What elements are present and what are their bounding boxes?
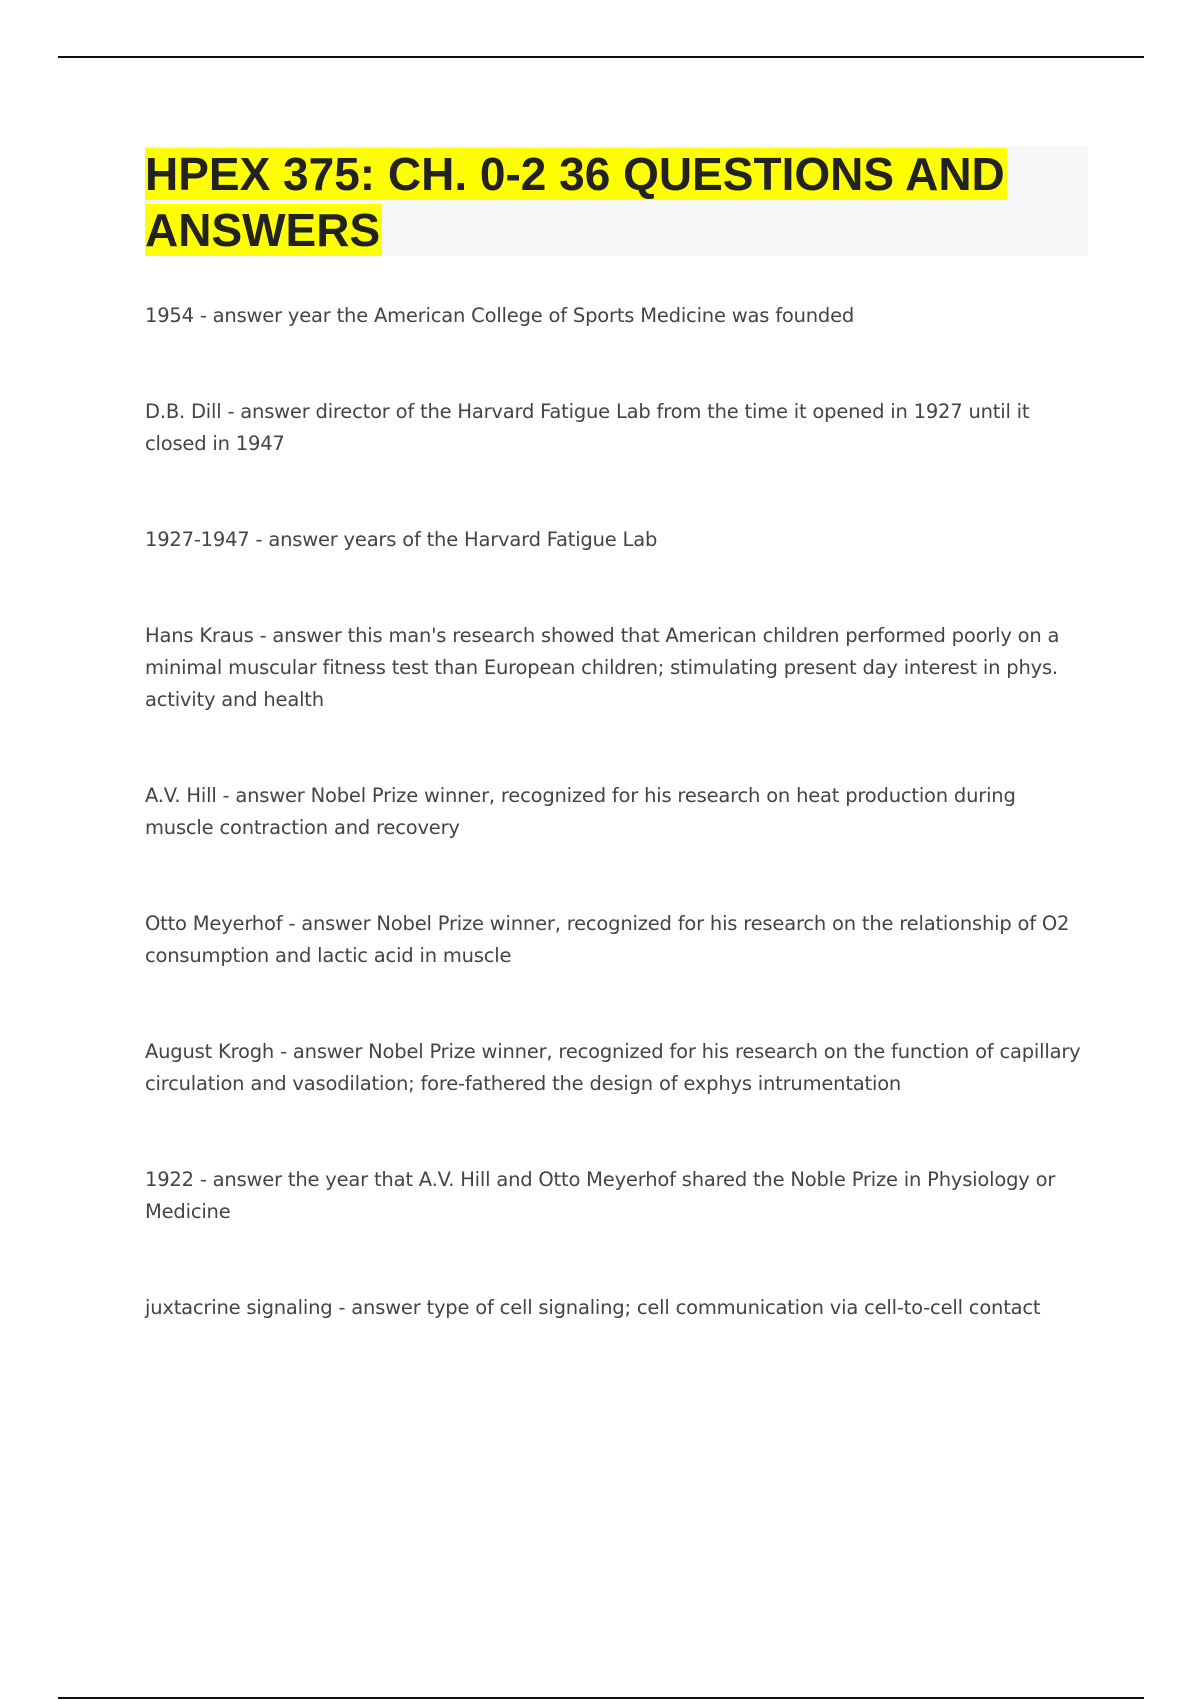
qa-item-2: D.B. Dill - answer director of the Harvard Fatigue Lab from the time it opened in 1927 until it closed in 1947 (145, 400, 1030, 455)
document-title (145, 146, 1088, 258)
qa-item-1: 1954 - answer year the American College of Sports Medicine was founded (145, 304, 855, 327)
qa-list (145, 300, 1085, 1324)
qa-item-4: Hans Kraus - answer this man's research showed that American children performed poorly on a minimal muscular fitness test than European children; stimulating present day interest in phys. activity and health (145, 624, 1060, 711)
qa-item-5: A.V. Hill - answer Nobel Prize winner, recognized for his research on heat production during muscle contraction and recovery (145, 784, 1016, 839)
qa-item-6: Otto Meyerhof - answer Nobel Prize winner, recognized for his research on the relationship of O2 consumption and lactic acid in muscle (145, 912, 1070, 967)
qa-item-3: 1927-1947 - answer years of the Harvard Fatigue Lab (145, 528, 658, 551)
bottom-rule (58, 1697, 1144, 1699)
top-rule (58, 56, 1144, 58)
qa-item-7: August Krogh - answer Nobel Prize winner, recognized for his research on the function of capillary circulation and vasodilation; fore-fathered the design of exphys intrumentation (145, 1040, 1081, 1095)
title-highlight: HPEX 375: CH. 0-2 36 QUESTIONS AND ANSWERS (145, 148, 1005, 256)
qa-item-8: 1922 - answer the year that A.V. Hill and Otto Meyerhof shared the Noble Prize in Physiology or Medicine (145, 1168, 1056, 1223)
qa-item-9: juxtacrine signaling - answer type of cell signaling; cell communication via cell-to-cell contact (145, 1296, 1041, 1319)
title-block (145, 146, 1088, 256)
